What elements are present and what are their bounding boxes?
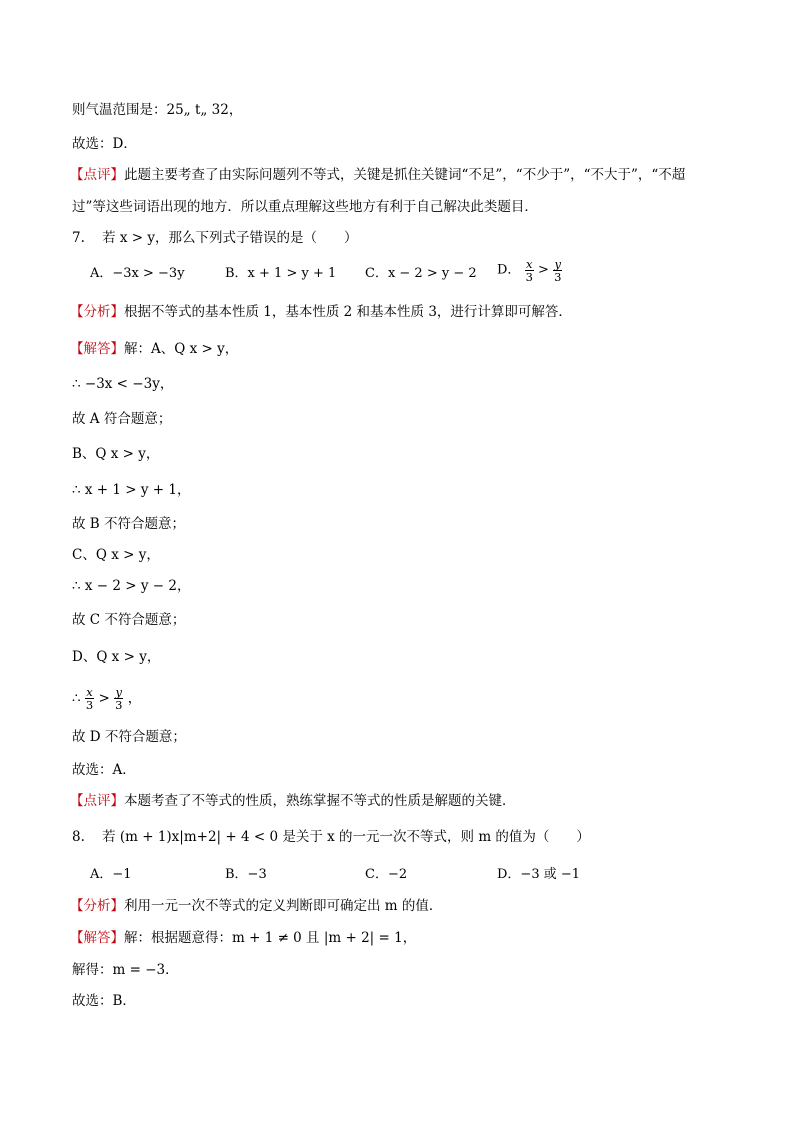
solution-tag: 【解答】 bbox=[70, 341, 124, 357]
numerator: y bbox=[115, 685, 123, 699]
solution-text: 解：A、Q x > y， bbox=[124, 341, 239, 357]
answer-choice-b: 故选：B． bbox=[72, 993, 136, 1009]
q8-option-a: A．−1 bbox=[90, 867, 132, 882]
fraction-x-over-3 bbox=[525, 258, 534, 283]
q8-option-c: C．−2 bbox=[365, 867, 408, 882]
question-7 bbox=[72, 228, 358, 248]
comment-tag: 【点评】 bbox=[70, 167, 124, 183]
question-number: 8. bbox=[72, 829, 85, 845]
denominator: 3 bbox=[525, 270, 533, 284]
solution-d-conclusion: 故 D 不符合题意； bbox=[72, 729, 186, 745]
solution-text: 解：根据题意得：m + 1 ≠ 0 且 |m + 2| = 1， bbox=[124, 930, 417, 946]
solution-a-conclusion: 故 A 符合题意； bbox=[72, 411, 172, 427]
comment-q7 bbox=[70, 791, 516, 811]
comment-tag: 【点评】 bbox=[70, 793, 124, 809]
denominator: 3 bbox=[85, 698, 94, 712]
question-stem: 若 (m + 1)x|m+2| + 4 < 0 是关于 x 的一元一次不等式，则 m 的值为（ ） bbox=[102, 829, 590, 845]
solution-c-result: ∴ x − 2 > y − 2， bbox=[72, 578, 191, 594]
comment-q6-continued: 过”等这些词语出现的地方．所以重点理解这些地方有利于自己解决此类题目． bbox=[72, 199, 538, 215]
q7-option-d bbox=[497, 258, 562, 283]
comment-text: 本题考查了不等式的性质，熟练掌握不等式的性质是解题的关键． bbox=[124, 793, 516, 809]
solution-a-result: ∴ −3x < −3y， bbox=[72, 376, 174, 392]
comma: ， bbox=[127, 690, 142, 707]
fraction-y-over-3 bbox=[114, 686, 123, 711]
q7-option-c: C．x − 2 > y − 2 bbox=[365, 266, 477, 281]
analysis-tag: 【分析】 bbox=[70, 304, 124, 320]
therefore-symbol: ∴ bbox=[72, 690, 81, 707]
denominator: 3 bbox=[115, 698, 123, 712]
analysis-tag: 【分析】 bbox=[70, 898, 124, 914]
temp-range-line: 则气温范围是：25„ t„ 32， bbox=[72, 102, 243, 118]
solution-d-result bbox=[72, 684, 141, 713]
solution-tag: 【解答】 bbox=[70, 930, 124, 946]
numerator: x bbox=[525, 257, 533, 271]
fraction-x-over-3 bbox=[85, 686, 94, 711]
numerator: y bbox=[554, 257, 561, 271]
solution-q7 bbox=[70, 339, 238, 359]
comment-text: 此题主要考查了由实际问题列不等式，关键是抓住关键词“不足”，“不少于”，“不大于”，“不超 bbox=[124, 167, 686, 183]
analysis-q8 bbox=[70, 896, 442, 916]
answer-choice-a: 故选：A． bbox=[72, 762, 136, 778]
q8-option-b: B．−3 bbox=[225, 867, 267, 882]
greater-than: > bbox=[538, 262, 549, 278]
solution-b-result: ∴ x + 1 > y + 1， bbox=[72, 482, 191, 498]
solution-b-given: B、Q x > y， bbox=[72, 446, 160, 462]
q7-option-b: B．x + 1 > y + 1 bbox=[225, 266, 337, 281]
comment-q6 bbox=[70, 165, 685, 185]
solution-b-conclusion: 故 B 不符合题意； bbox=[72, 516, 186, 532]
option-label: D． bbox=[497, 262, 521, 278]
question-number: 7. bbox=[72, 230, 85, 246]
numerator: x bbox=[86, 685, 93, 699]
fraction-y-over-3 bbox=[553, 258, 562, 283]
q8-option-d: D．−3 或 −1 bbox=[497, 867, 581, 882]
denominator: 3 bbox=[554, 270, 562, 284]
solution-d-given: D、Q x > y， bbox=[72, 649, 161, 665]
question-stem: 若 x > y，那么下列式子错误的是（ ） bbox=[102, 230, 358, 246]
solution-q8 bbox=[70, 928, 416, 948]
solution-q8-result: 解得：m = −3． bbox=[72, 962, 179, 978]
answer-choice-d: 故选：D． bbox=[72, 136, 137, 152]
analysis-text: 根据不等式的基本性质 1，基本性质 2 和基本性质 3，进行计算即可解答． bbox=[124, 304, 572, 320]
greater-than: > bbox=[98, 690, 110, 707]
solution-c-given: C、Q x > y， bbox=[72, 547, 160, 563]
question-8 bbox=[72, 827, 590, 847]
q7-option-a: A．−3x > −3y bbox=[90, 266, 185, 281]
solution-c-conclusion: 故 C 不符合题意； bbox=[72, 612, 186, 628]
analysis-text: 利用一元一次不等式的定义判断即可确定出 m 的值． bbox=[124, 898, 443, 914]
analysis-q7 bbox=[70, 302, 572, 322]
